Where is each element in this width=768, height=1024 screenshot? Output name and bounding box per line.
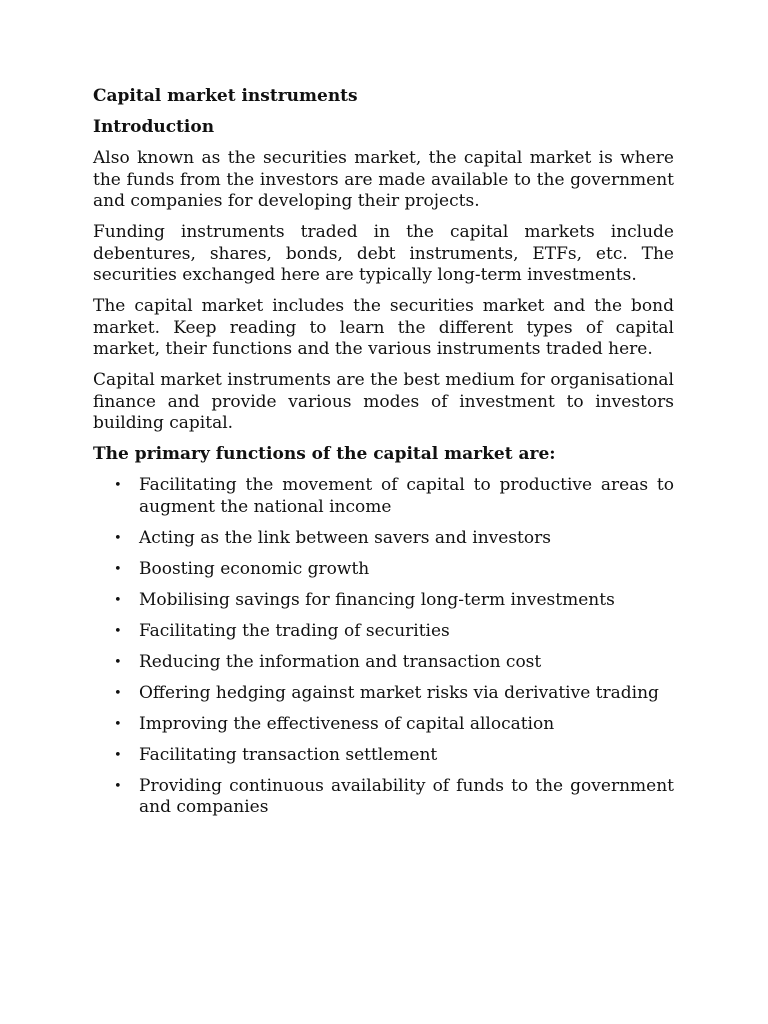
- document-page: [93, 86, 674, 828]
- list-item: [93, 621, 674, 643]
- list-item-text: Facilitating the trading of securities: [139, 620, 450, 641]
- list-item: [93, 683, 674, 705]
- section-heading-functions: The primary functions of the capital market are:: [93, 444, 556, 464]
- list-item-text: Facilitating the movement of capital to productive areas to augment the national income: [139, 475, 674, 517]
- paragraph: Capital market instruments are the best medium for organisational finance and provide various modes of investment to investors building capital.: [93, 370, 674, 433]
- list-item: [93, 652, 674, 674]
- list-item: [93, 528, 674, 550]
- list-item: [93, 745, 674, 767]
- list-item-text: Boosting economic growth: [139, 558, 370, 579]
- paragraph: Funding instruments traded in the capital markets include debentures, shares, bonds, debt instruments, ETFs, etc. The securities exchanged here are typically long-term investments.: [93, 222, 674, 285]
- list-item-text: Providing continuous availability of funds to the government and companies: [139, 775, 674, 817]
- list-item: [93, 559, 674, 581]
- list-item: [93, 714, 674, 736]
- bullet-icon: •: [114, 685, 122, 701]
- list-item-text: Acting as the link between savers and investors: [139, 527, 551, 548]
- paragraph: The capital market includes the securities market and the bond market. Keep reading to learn the different types of capital market, their functions and the various instruments traded here.: [93, 296, 674, 359]
- document-title: Capital market instruments: [93, 86, 358, 106]
- list-item-text: Reducing the information and transaction cost: [139, 651, 542, 672]
- bullet-icon: •: [114, 747, 122, 763]
- bullet-icon: •: [114, 561, 122, 577]
- list-item-text: Improving the effectiveness of capital allocation: [139, 713, 555, 734]
- bullet-icon: •: [114, 778, 122, 794]
- list-item-text: Facilitating transaction settlement: [139, 744, 438, 765]
- bullet-icon: •: [114, 716, 122, 732]
- bullet-icon: •: [114, 592, 122, 608]
- bullet-icon: •: [114, 478, 122, 493]
- list-item: [93, 475, 674, 518]
- bullet-icon: •: [114, 530, 122, 546]
- list-item: [93, 776, 674, 819]
- list-item-text: Mobilising savings for financing long-term investments: [139, 589, 615, 610]
- bullet-icon: •: [114, 623, 122, 639]
- bullet-icon: •: [114, 654, 122, 670]
- list-item-text: Offering hedging against market risks via derivative trading: [139, 682, 659, 703]
- list-item: [93, 590, 674, 612]
- paragraph: Also known as the securities market, the capital market is where the funds from the investors are made available to the government and companies for developing their projects.: [93, 148, 674, 211]
- functions-list: [93, 475, 674, 819]
- section-heading-introduction: Introduction: [93, 117, 215, 137]
